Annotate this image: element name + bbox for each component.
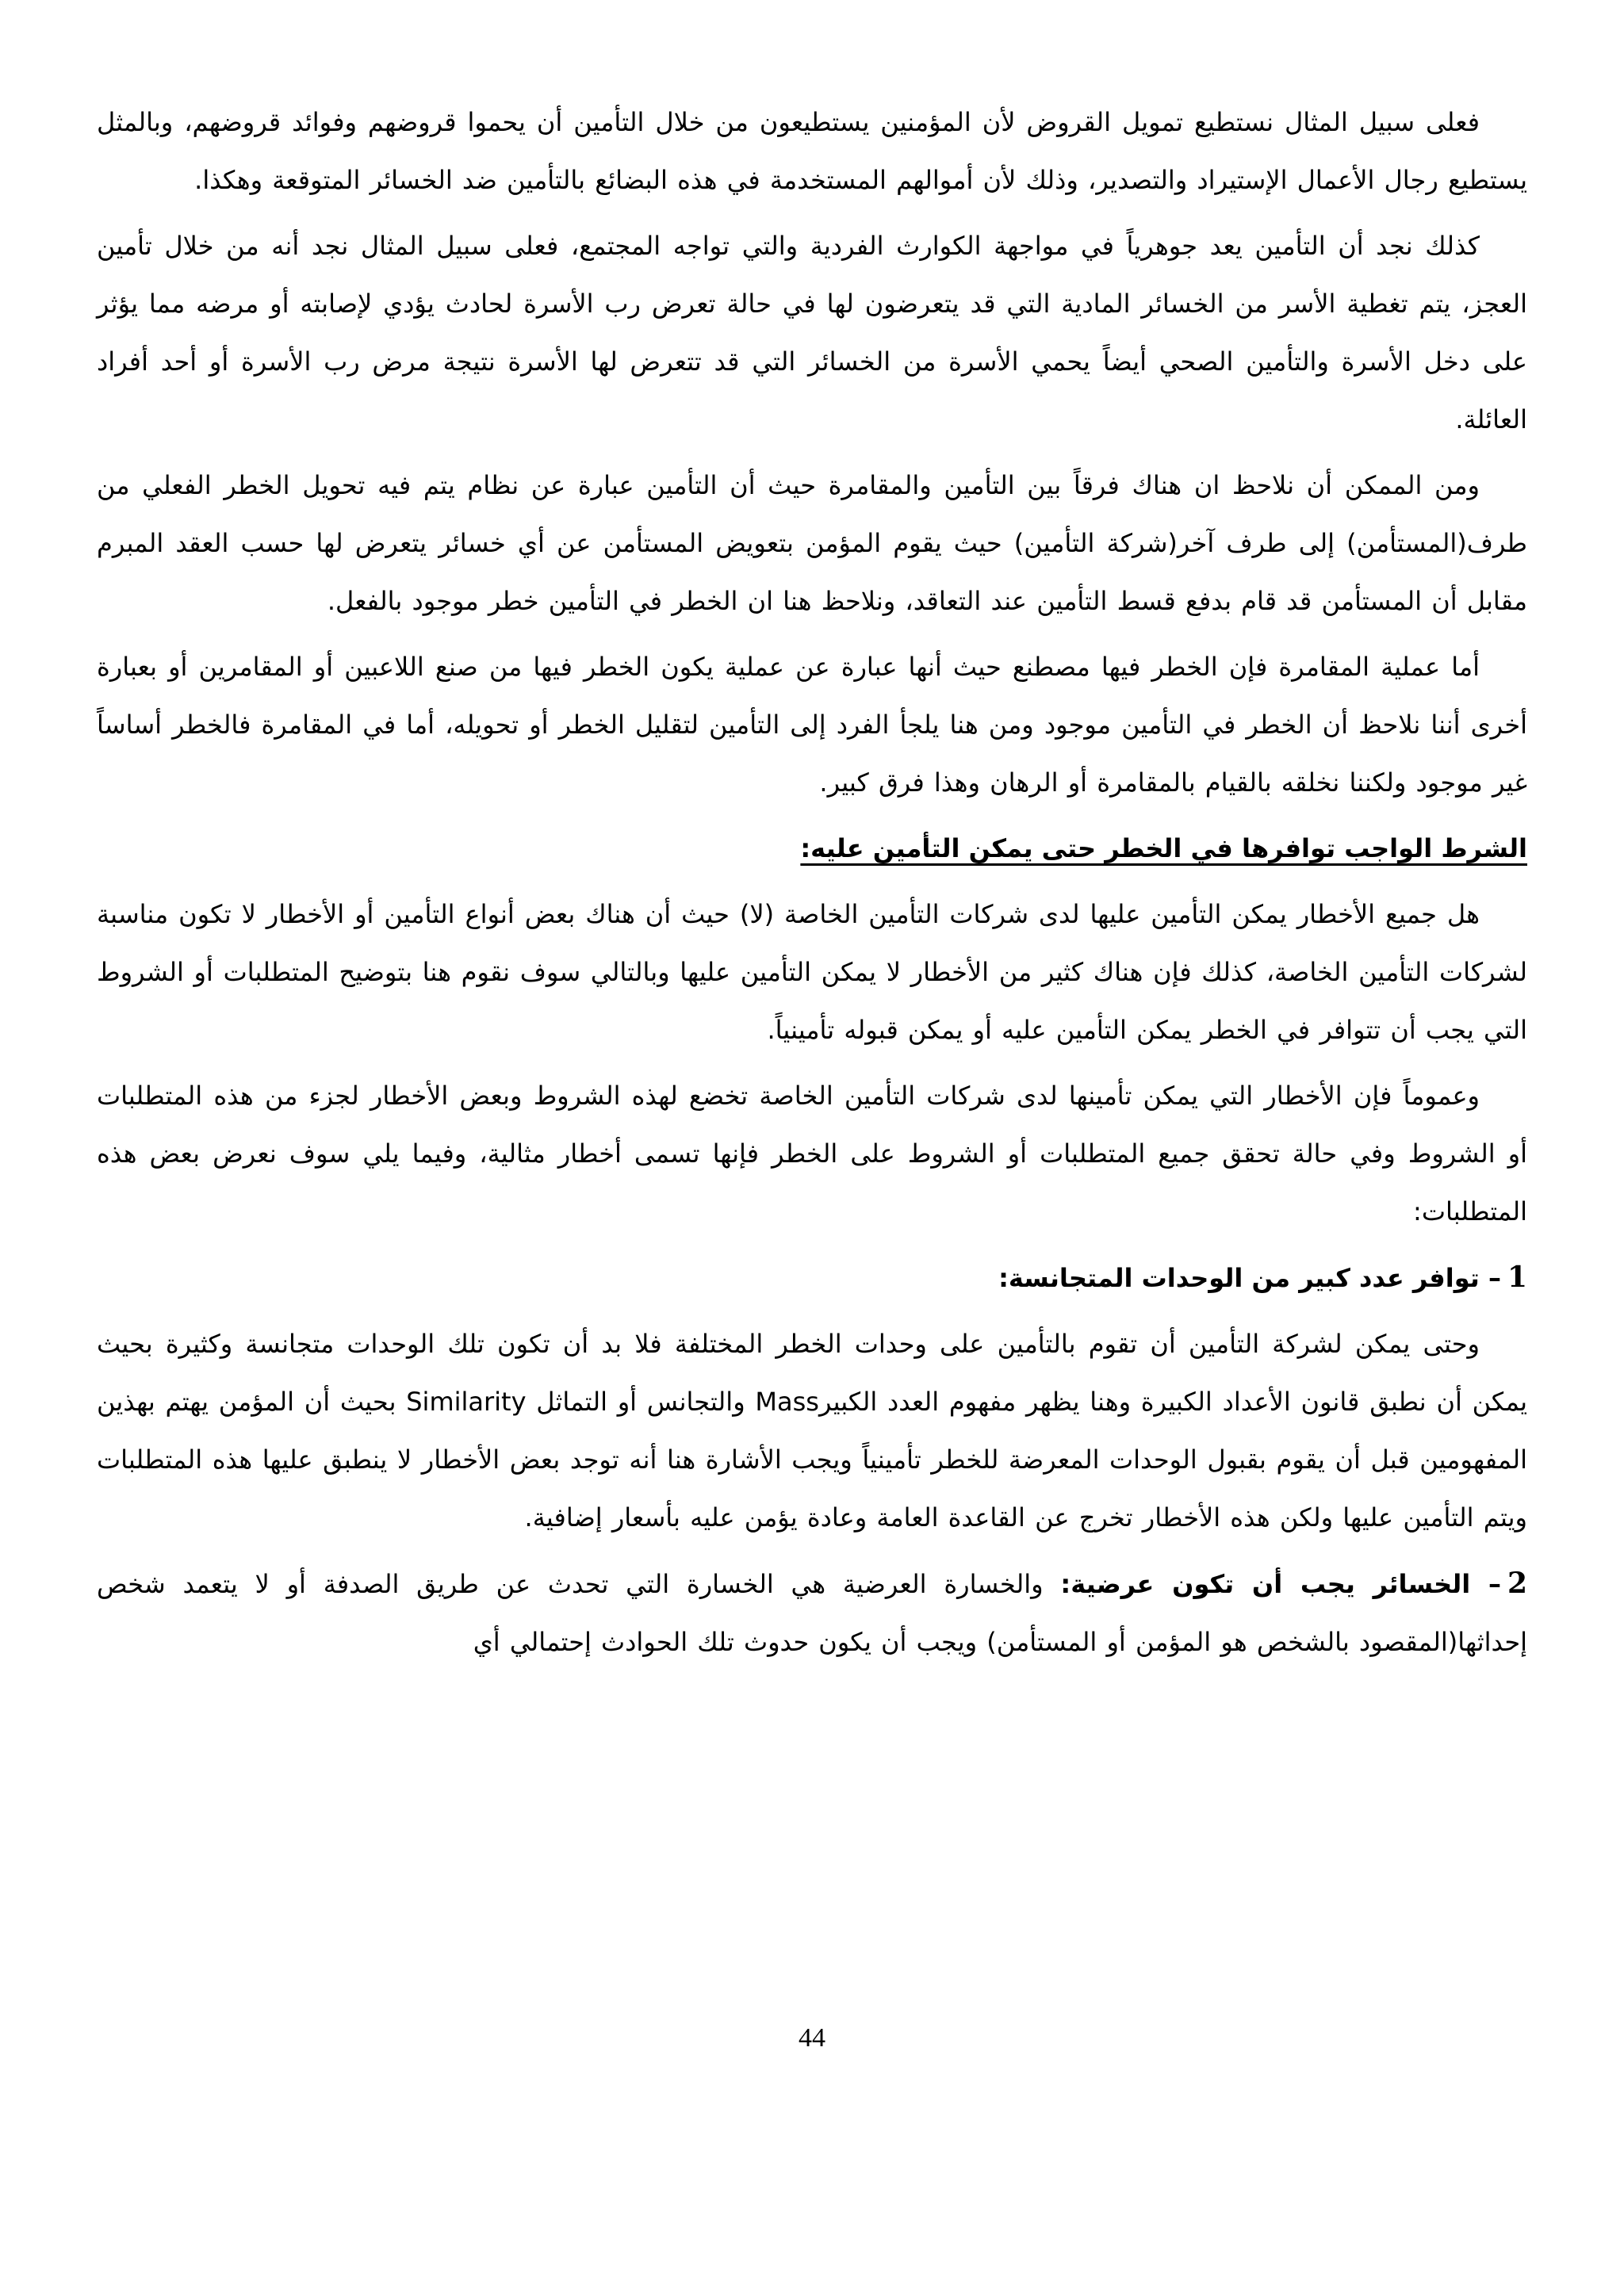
item-number-2: 2 xyxy=(1507,1567,1528,1600)
section-heading: الشرط الواجب توافرها في الخطر حتى يمكن التأمين عليه: xyxy=(800,833,1527,863)
paragraph-2: كذلك نجد أن التأمين يعد جوهرياً في مواجهة الكوارث الفردية والتي تواجه المجتمع، فعلى سبيل المثال نجد أنه من خلال تأمين العجز، يتم تغطية الأسر من الخسائر المادية التي قد يتعرضون لها في حالة تعرض رب الأسرة لحادث يؤدي لإصابته أو مرضه مما يؤثر على دخل الأسرة والتأمين الصحي أيضاً يحمي الأسرة من الخسائر التي قد تتعرض لها الأسرة نتيجة مرض رب الأسرة أو أحد أفراد العائلة. xyxy=(97,231,1527,434)
item-text-2: والخسارة العرضية هي الخسارة التي تحدث عن طريق الصدفة أو لا يتعمد شخص إحداثها(المقصود بالشخص هو المؤمن أو المستأمن) ويجب أن يكون حدوث تلك الحوادث إحتمالي أي xyxy=(97,1569,1527,1657)
paragraph-3: ومن الممكن أن نلاحظ ان هناك فرقاً بين التأمين والمقامرة حيث أن التأمين عبارة عن نظام يتم فيه تحويل الخطر الفعلي من طرف(المستأمن) إلى طرف آخر(شركة التأمين) حيث يقوم المؤمن بتعويض المستأمن عن أي خسائر يتعرض لها حسب العقد المبرم مقابل أن المستأمن قد قام بدفع قسط التأمين عند التعاقد، ونلاحظ هنا ان الخطر في التأمين خطر موجود بالفعل. xyxy=(97,470,1527,616)
item-title-2: – الخسائر يجب أن تكون عرضية: xyxy=(1060,1569,1501,1599)
paragraph-4: أما عملية المقامرة فإن الخطر فيها مصطنع حيث أنها عبارة عن عملية يكون الخطر فيها من صنع اللاعبين أو المقامرين أو بعبارة أخرى أننا نلاحظ أن الخطر في التأمين موجود ومن هنا يلجأ الفرد إلى التأمين لتقليل الخطر أو تحويله، أما في المقامرة فالخطر أساساً غير موجود ولكننا نخلقه بالقيام بالمقامرة أو الرهان وهذا فرق كبير. xyxy=(97,652,1527,798)
page-number: 44 xyxy=(799,2023,825,2053)
paragraph-7: وحتى يمكن لشركة التأمين أن تقوم بالتأمين على وحدات الخطر المختلفة فلا بد أن تكون تلك الوحدات متجانسة وكثيرة بحيث يمكن أن نطبق قانون الأعداد الكبيرة وهنا يظهر مفهوم العدد الكبيرMass والتجانس أو التماثل Similarity بحيث أن المؤمن يهتم بهذين المفهومين قبل أن يقوم بقبول الوحدات المعرضة للخطر تأمينياً ويجب الأشارة هنا أنه توجد بعض الأخطار لا ينطبق عليها هذه المتطلبات ويتم التأمين عليها ولكن هذه الأخطار تخرج عن القاعدة العامة وعادة يؤمن عليه بأسعار إضافية. xyxy=(97,1329,1528,1533)
item-title-2-wrapper xyxy=(1060,1569,1527,1599)
document-page xyxy=(97,94,1527,1671)
item-number-1: 1 xyxy=(1507,1261,1527,1294)
numbered-heading-1 xyxy=(97,1249,1527,1307)
paragraph-5: هل جميع الأخطار يمكن التأمين عليها لدى شركات التأمين الخاصة (لا) حيث أن هناك بعض أنواع التأمين أو الأخطار لا تكون مناسبة لشركات التأمين الخاصة، كذلك فإن هناك كثير من الأخطار لا يمكن التأمين عليها وبالتالي سوف نقوم هنا بتوضيح المتطلبات أو الشروط التي يجب أن تتوافر في الخطر يمكن التأمين عليه أو يمكن قبوله تأمينياً. xyxy=(97,899,1527,1045)
paragraph-1: فعلى سبيل المثال نستطيع تمويل القروض لأن المؤمنين يستطيعون من خلال التأمين أن يحموا قروضهم وفوائد قروضهم، وبالمثل يستطيع رجال الأعمال الإستيراد والتصدير، وذلك لأن أموالهم المستخدمة في هذه البضائع بالتأمين ضد الخسائر المتوقعة وهكذا. xyxy=(97,107,1527,195)
paragraph-6: وعموماً فإن الأخطار التي يمكن تأمينها لدى شركات التأمين الخاصة تخضع لهذه الشروط وبعض الأخطار لجزء من هذه المتطلبات أو الشروط وفي حالة تحقق جميع المتطلبات أو الشروط على الخطر فإنها تسمى أخطار مثالية، وفيما يلي سوف نعرض بعض هذه المتطلبات: xyxy=(97,1081,1527,1226)
item-title-1: – توافر عدد كبير من الوحدات المتجانسة: xyxy=(998,1263,1501,1293)
numbered-item-2 xyxy=(97,1555,1527,1671)
